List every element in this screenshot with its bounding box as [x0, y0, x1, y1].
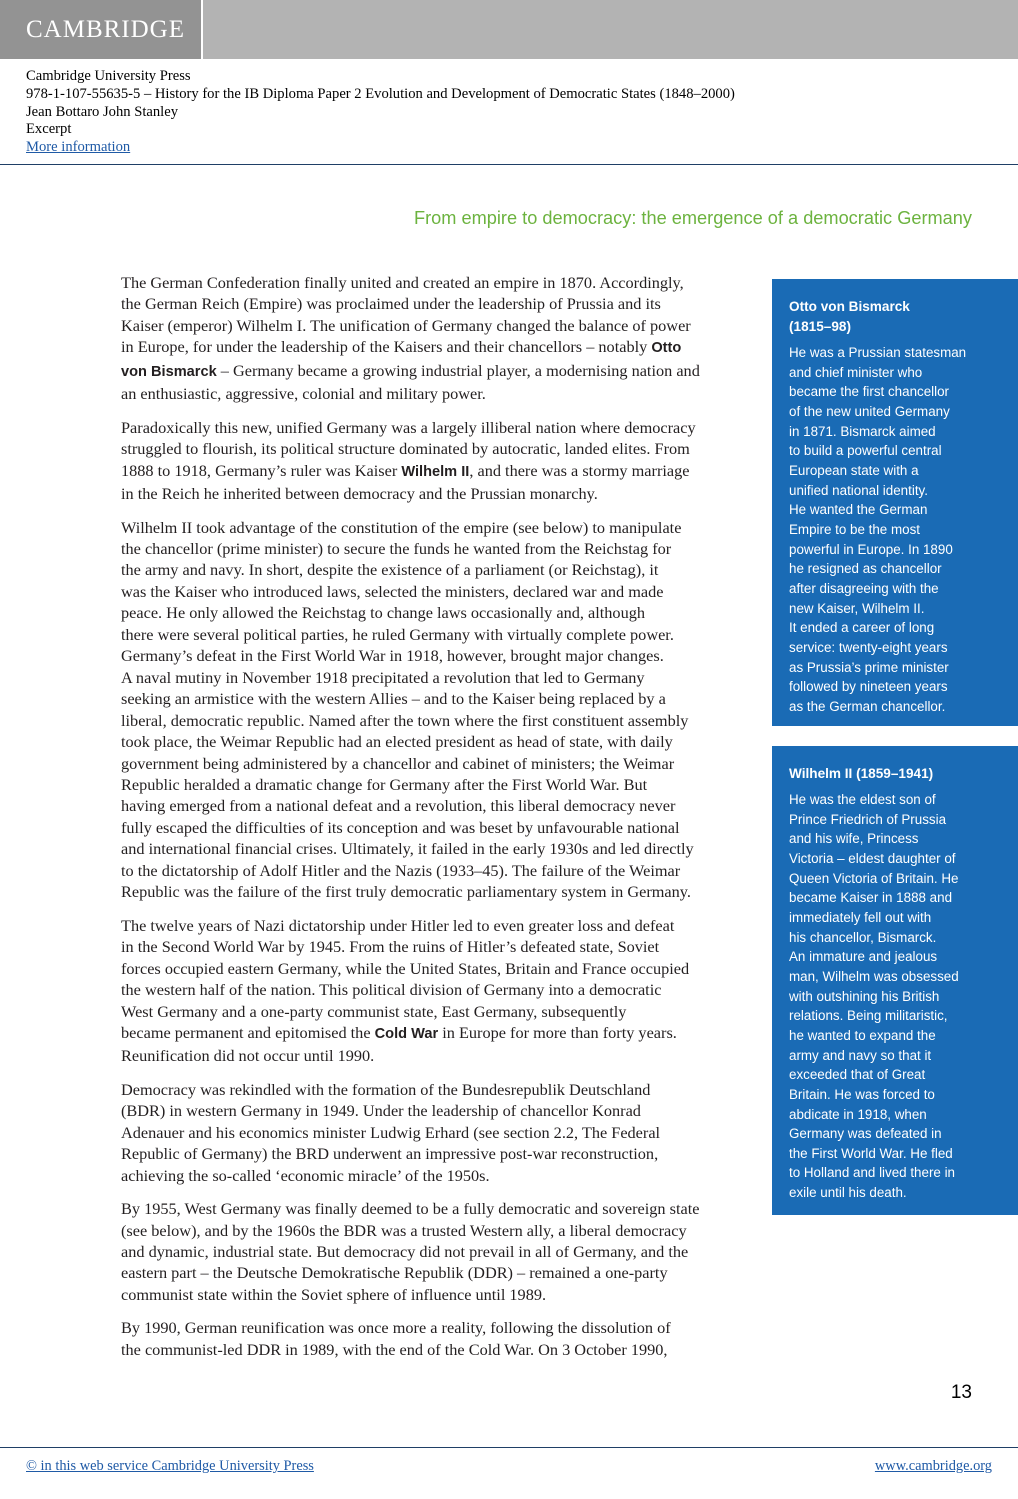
paragraph-6: By 1955, West Germany was finally deemed to be a fully democratic and sovereign state (see below), and by the 1960s the BDR was a trusted Western ally, a liberal democracy and dynamic, industrial state. But democracy did not prevail in all of Germany, and the eastern part – the Deutsche Demokratische Republik (DDR) – remained a one-party communist state within the Soviet sphere of influence until 1989. [121, 1199, 700, 1304]
paragraph-4: The twelve years of Nazi dictatorship under Hitler led to even greater loss and defeat in the Second World War by 1945. From the ruins of Hitler’s defeated state, Soviet forces occupied eastern Germany, while the United States, Britain and France occupied the western half of the nation. This political division of Germany into a democratic West Germany and a one-party communist state, East Germany, subsequently became permanent and epitomised the Cold War in Europe for more than forty years. Reunification did not occur until 1990. [121, 915, 690, 1066]
main-text [121, 272, 753, 1372]
isbn-title: 978-1-107-55635-5 – History for the IB Diploma Paper 2 Evolution and Development of Democratic States (1848–2000) [26, 85, 735, 102]
header-banner [0, 0, 1018, 59]
running-head: From empire to democracy: the emergence of a democratic Germany [414, 208, 972, 228]
paragraph-5: Democracy was rekindled with the formation of the Bundesrepublik Deutschland (BDR) in western Germany in 1949. Under the leadership of chancellor Konrad Adenauer and his economics minister Ludwig Erhard (see section 2.2, The Federal Republic of Germany) the BRD underwent an impressive post-war reconstruction, achieving the so-called ‘economic miracle’ of the 1950s. [121, 1079, 661, 1185]
keyword-otto: Otto [651, 340, 682, 357]
page-number: 13 [950, 1382, 972, 1403]
keyword-wilhelm-ii: Wilhelm II [401, 463, 470, 480]
footer-divider [0, 1447, 1018, 1448]
website-link[interactable]: www.cambridge.org [874, 1458, 992, 1474]
sidebar-wilhelm-title: Wilhelm II (1859–1941) [789, 766, 934, 781]
excerpt-label: Excerpt [26, 121, 72, 138]
paragraph-1: The German Confederation finally united and created an empire in 1870. Accordingly, the German Reich (Empire) was proclaimed under the leadership of Prussia and its Kaiser (emperor) Wilhelm I. The unification of Germany changed the balance of power in Europe, for under the leadership of the Kaisers and their chancellors – notably Otto von Bismarck – Germany became a growing industrial player, a modernising nation and an enthusiastic, aggressive, colonial and military power. [121, 273, 700, 404]
authors: Jean Bottaro John Stanley [26, 103, 178, 120]
header-divider [0, 164, 1018, 165]
cambridge-logo: CAMBRIDGE [0, 0, 203, 59]
copyright-link[interactable]: © in this web service Cambridge University Press [26, 1458, 314, 1474]
keyword-von-bismarck: von Bismarck [121, 363, 217, 380]
footer [26, 1458, 992, 1475]
more-information-link[interactable]: More information [26, 139, 131, 156]
publisher: Cambridge University Press [26, 68, 191, 84]
sidebar-bismarck-title: Otto von Bismarck (1815–98) [789, 299, 910, 334]
paragraph-3: Wilhelm II took advantage of the constitution of the empire (see below) to manipulate the chancellor (prime minister) to secure the funds he wanted from the Reichstag for the army and navy. In short, despite the existence of a parliament (or Reichstag), it was the Kaiser who introduced laws, selected the ministers, declared war and made peace. He only allowed the Reichstag to change laws occasionally and, although there were several political parties, he ruled Germany with virtually complete power. Germany’s defeat in the First World War in 1918, however, brought major changes. A naval mutiny in November 1918 precipitated a revolution that led to Germany seeking an armistice with the western Allies – and to the Kaiser being replaced by a liberal, democratic republic. Named after the town where the first constituent assembly took place, the Weimar Republic had an elected president as head of state, with daily government being administered by a chancellor and cabinet of ministers; the Weimar Republic heralded a dramatic change for Germany after the First World War. But having emerged from a national defeat and a revolution, this liberal democracy never fully escaped the difficulties of its conception and was beset by unfavourable national and international financial crises. Ultimately, it failed in the early 1930s and led directly to the dictatorship of Adolf Hitler and the Nazis (1933–45). The failure of the Weimar Republic was the failure of the first truly democratic parliamentary system in Germany. [121, 517, 694, 902]
sidebar-wilhelm [772, 746, 1018, 1215]
book-metadata [26, 68, 735, 157]
sidebar-bismarck-text: He was a Prussian statesman and chief minister who became the first chancellor of the new united Germany in 1871. Bismarck aimed to build a powerful central European state with a unified national identity. He wanted the German Empire to be the most powerful in Europe. In 1890 he resigned as chancellor after disagreeing with the new Kaiser, Wilhelm II. It ended a career of long service: twenty-eight years as Prussia’s prime minister followed by nineteen years as the German chancellor. [789, 345, 967, 714]
paragraph-7: By 1990, German reunification was once more a reality, following the dissolution of the communist-led DDR in 1989, with the end of the Cold War. On 3 October 1990, [121, 1318, 671, 1359]
sidebar-wilhelm-text: He was the eldest son of Prince Friedrich of Prussia and his wife, Princess Victoria – eldest daughter of Queen Victoria of Britain. He became Kaiser in 1888 and immediately fell out with his chancellor, Bismarck. An immature and jealous man, Wilhelm was obsessed with outshining his British relations. Being militaristic, he wanted to expand the army and navy so that it exceeded that of Great Britain. He was forced to abdicate in 1918, when Germany was defeated in the First World War. He fled to Holland and lived there in exile until his death. [789, 792, 959, 1201]
paragraph-2: Paradoxically this new, unified Germany was a largely illiberal nation where democracy struggled to flourish, its political structure dominated by autocratic, landed elites. From 1888 to 1918, Germany’s ruler was Kaiser Wilhelm II, and there was a stormy marriage in the Reich he inherited between democracy and the Prussian monarchy. [121, 417, 696, 504]
sidebar-bismarck [772, 279, 1018, 726]
keyword-cold-war: Cold War [374, 1025, 439, 1042]
